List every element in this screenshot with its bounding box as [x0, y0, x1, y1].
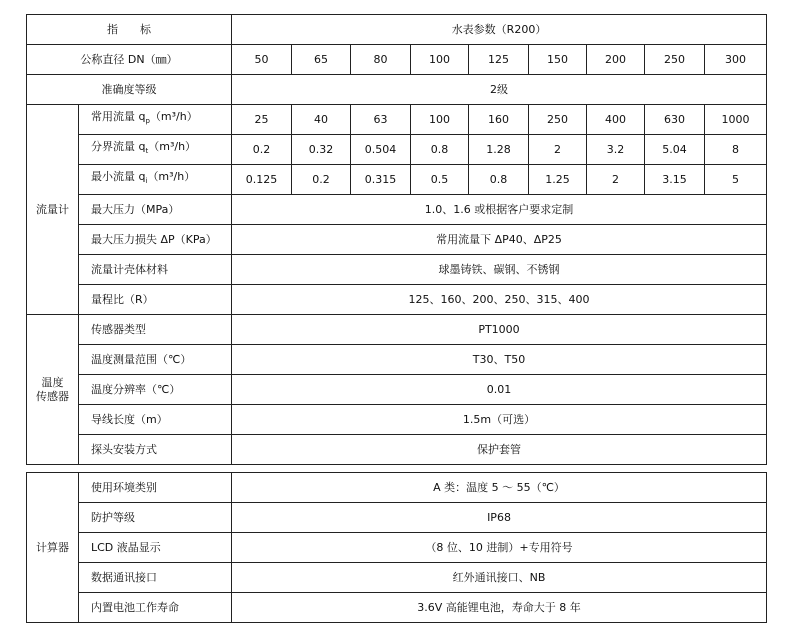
accuracy-row [27, 75, 767, 105]
comm-row [27, 563, 767, 593]
shell-material-value: 球墨铸铁、碳钢、不锈钢 [232, 255, 767, 285]
min-flow-label: 最小流量 $q_i(m^3/h)$ [79, 165, 232, 195]
accuracy-value: 2级 [232, 75, 767, 105]
header-row [27, 15, 767, 45]
common-flow-cell: 40 [292, 105, 351, 135]
sensor-type-label: 传感器类型 [79, 315, 232, 345]
temp-range-row [27, 345, 767, 375]
spec-sheet [26, 14, 766, 623]
temp-resolution-value: 0.01 [232, 375, 767, 405]
lcd-row [27, 533, 767, 563]
boundary-flow-cell: 0.504 [351, 135, 411, 165]
min-flow-cell: 3.15 [645, 165, 705, 195]
boundary-flow-cell: 3.2 [587, 135, 645, 165]
environment-row [27, 473, 767, 503]
temp-resolution-row [27, 375, 767, 405]
dn-row [27, 45, 767, 75]
calculator-group-label: 计算器 [27, 473, 79, 623]
min-flow-cell: 0.315 [351, 165, 411, 195]
min-flow-cell: 0.125 [232, 165, 292, 195]
min-flow-cell: 0.5 [411, 165, 469, 195]
lcd-label: LCD 液晶显示 [79, 533, 232, 563]
battery-value: 3.6V 高能锂电池，寿命大于 8 年 [232, 593, 767, 623]
boundary-flow-cell: 2 [529, 135, 587, 165]
environment-value: A 类：温度 5 ～ 55（℃） [232, 473, 767, 503]
common-flow-label: 常用流量 $q_p(m^3/h)$ [79, 105, 232, 135]
wire-length-row [27, 405, 767, 435]
pressure-loss-label: 最大压力损失 ΔP（KPa） [79, 225, 232, 255]
environment-label: 使用环境类别 [79, 473, 232, 503]
shell-material-label: 流量计壳体材料 [79, 255, 232, 285]
header-indicator: 指 标 [27, 15, 232, 45]
dn-cell: 80 [351, 45, 411, 75]
temp-resolution-label: 温度分辨率（℃） [79, 375, 232, 405]
dn-cell: 125 [469, 45, 529, 75]
pressure-loss-value: 常用流量下 ΔP40、ΔP25 [232, 225, 767, 255]
range-ratio-label: 量程比（R） [79, 285, 232, 315]
section-gap [27, 465, 767, 473]
boundary-flow-cell: 1.28 [469, 135, 529, 165]
temp-range-value: T30、T50 [232, 345, 767, 375]
flowmeter-group-label: 流量计 [27, 105, 79, 315]
common-flow-cell: 400 [587, 105, 645, 135]
accuracy-label: 准确度等级 [27, 75, 232, 105]
common-flow-row [27, 105, 767, 135]
temp-range-label: 温度测量范围（℃） [79, 345, 232, 375]
min-flow-cell: 0.2 [292, 165, 351, 195]
range-ratio-row [27, 285, 767, 315]
common-flow-cell: 1000 [705, 105, 767, 135]
min-flow-row [27, 165, 767, 195]
temp-sensor-group-label: 温度 传感器 [27, 315, 79, 465]
pressure-loss-row [27, 225, 767, 255]
boundary-flow-label: 分界流量 $q_t(m^3/h)$ [79, 135, 232, 165]
wire-length-value: 1.5m（可选） [232, 405, 767, 435]
dn-cell: 250 [645, 45, 705, 75]
install-value: 保护套管 [232, 435, 767, 465]
common-flow-cell: 630 [645, 105, 705, 135]
min-flow-cell: 1.25 [529, 165, 587, 195]
dn-cell: 65 [292, 45, 351, 75]
common-flow-cell: 100 [411, 105, 469, 135]
sensor-type-row [27, 315, 767, 345]
boundary-flow-cell: 8 [705, 135, 767, 165]
boundary-flow-cell: 0.8 [411, 135, 469, 165]
sensor-type-value: PT1000 [232, 315, 767, 345]
protection-value: IP68 [232, 503, 767, 533]
common-flow-cell: 63 [351, 105, 411, 135]
battery-row [27, 593, 767, 623]
boundary-flow-cell: 0.2 [232, 135, 292, 165]
shell-material-row [27, 255, 767, 285]
max-pressure-row [27, 195, 767, 225]
protection-row [27, 503, 767, 533]
section-gap-cell [27, 465, 767, 473]
install-row [27, 435, 767, 465]
boundary-flow-row [27, 135, 767, 165]
min-flow-cell: 5 [705, 165, 767, 195]
battery-label: 内置电池工作寿命 [79, 593, 232, 623]
dn-cell: 50 [232, 45, 292, 75]
wire-length-label: 导线长度（m） [79, 405, 232, 435]
max-pressure-label: 最大压力（MPa） [79, 195, 232, 225]
lcd-value: （8 位、10 进制）+专用符号 [232, 533, 767, 563]
header-params: 水表参数（R200） [232, 15, 767, 45]
min-flow-cell: 0.8 [469, 165, 529, 195]
common-flow-cell: 250 [529, 105, 587, 135]
install-label: 探头安装方式 [79, 435, 232, 465]
common-flow-cell: 160 [469, 105, 529, 135]
common-flow-cell: 25 [232, 105, 292, 135]
dn-cell: 300 [705, 45, 767, 75]
max-pressure-value: 1.0、1.6 或根据客户要求定制 [232, 195, 767, 225]
dn-cell: 150 [529, 45, 587, 75]
min-flow-cell: 2 [587, 165, 645, 195]
dn-cell: 100 [411, 45, 469, 75]
boundary-flow-cell: 0.32 [292, 135, 351, 165]
spec-table [26, 14, 767, 623]
comm-value: 红外通讯接口、NB [232, 563, 767, 593]
range-ratio-value: 125、160、200、250、315、400 [232, 285, 767, 315]
boundary-flow-cell: 5.04 [645, 135, 705, 165]
dn-label: 公称直径 DN（㎜） [27, 45, 232, 75]
protection-label: 防护等级 [79, 503, 232, 533]
comm-label: 数据通讯接口 [79, 563, 232, 593]
dn-cell: 200 [587, 45, 645, 75]
